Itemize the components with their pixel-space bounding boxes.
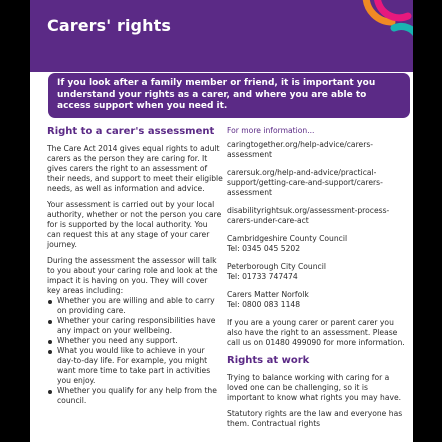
assessment-heading: Right to a carer's assessment bbox=[47, 126, 215, 137]
list-item: Whether you qualify for any help from the council. bbox=[47, 386, 223, 406]
assessment-paragraph: The Care Act 2014 gives equal rights to adult carers as the person they are caring for. It gives carers the right to an assessment of their needs, and support to meet their eligible needs, as well as information and advice. bbox=[47, 144, 223, 193]
list-item: Whether you are willing and able to carry on providing care. bbox=[47, 296, 223, 316]
contact-tel: Tel: 0800 083 1148 bbox=[227, 300, 301, 309]
contact-name: Cambridgeshire County Council bbox=[227, 234, 348, 243]
link-disabilityrightsuk[interactable]: disabilityrightsuk.org/assessment-process-carers-under-care-act bbox=[227, 206, 390, 225]
list-item: Whether you need any support. bbox=[47, 336, 223, 346]
page-title: Carers' rights bbox=[47, 16, 171, 35]
brand-logo-icon bbox=[348, 0, 413, 56]
young-carer-paragraph: If you are a young carer or parent carer you also have the right to an assessment. Please call us on 01480 499090 for more information. bbox=[227, 318, 405, 347]
intro-text: If you look after a family member or friend, it is important you understand your rights as a carer, and where you are able to access support when you need it. bbox=[57, 78, 376, 112]
leaflet-page bbox=[30, 0, 413, 442]
right-column bbox=[227, 126, 407, 429]
link-caringtogether[interactable]: caringtogether.org/help-advice/carers-assessment bbox=[227, 140, 374, 159]
work-paragraph: Trying to balance working with caring for a loved one can be challenging, so it is important to know what rights you may have. bbox=[227, 373, 402, 402]
list-item: Whether your caring responsibilities have any impact on your wellbeing. bbox=[47, 316, 223, 336]
contact-peterborough bbox=[227, 262, 407, 282]
assessment-areas-list bbox=[47, 296, 223, 406]
contact-name: Peterborough City Council bbox=[227, 262, 326, 271]
work-paragraph: Statutory rights are the law and everyone has them. Contractual rights bbox=[227, 409, 403, 428]
contact-tel: Tel: 01733 747474 bbox=[227, 272, 298, 281]
more-info-heading: For more information... bbox=[227, 126, 315, 135]
intro-box bbox=[48, 73, 410, 118]
contact-name: Carers Matter Norfolk bbox=[227, 290, 309, 299]
contact-cambridgeshire bbox=[227, 234, 407, 254]
list-item: What you would like to achieve in your day-to-day life. For example, you might want more time to take part in activities you enjoy. bbox=[47, 346, 223, 386]
assessment-paragraph: During the assessment the assessor will talk to you about your caring role and look at the impact it is having on you. They will cover key areas including: bbox=[47, 256, 218, 295]
header-band bbox=[30, 0, 413, 72]
contact-carers-matter-norfolk bbox=[227, 290, 407, 310]
rights-at-work-heading: Rights at work bbox=[227, 355, 310, 366]
assessment-paragraph: Your assessment is carried out by your local authority, whether or not the person you care for is supported by the local authority. You can request this at any stage of your carer journey. bbox=[47, 200, 222, 249]
link-carersuk[interactable]: carersuk.org/help-and-advice/practical-support/getting-care-and-support/carers-assessment bbox=[227, 168, 383, 197]
contact-tel: Tel: 0345 045 5202 bbox=[227, 244, 301, 253]
left-column bbox=[47, 126, 223, 406]
